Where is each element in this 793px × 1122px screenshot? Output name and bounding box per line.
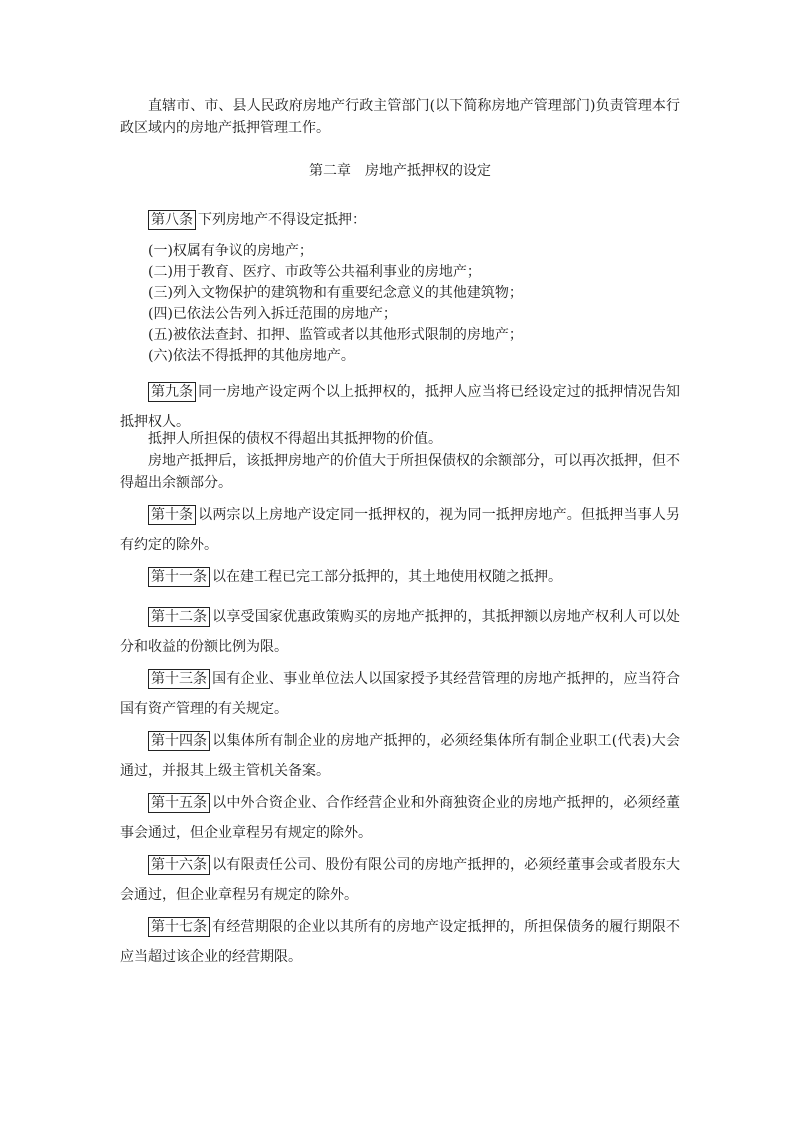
article-14 <box>120 726 680 786</box>
article-8-items <box>148 241 688 367</box>
article-13-text: 国有企业、事业单位法人以国家授予其经营管理的房地产抵押的，应当符合国有资产管理的有关规定。 <box>120 671 680 717</box>
article-10 <box>120 500 680 560</box>
article-8 <box>120 209 680 231</box>
list-item: (三)列入文物保护的建筑物和有重要纪念意义的其他建筑物； <box>148 285 523 301</box>
list-item: (四)已依法公告列入拆迁范围的房地产； <box>148 306 397 322</box>
article-11-text: 以在建工程已完工部分抵押的，其土地使用权随之抵押。 <box>212 569 562 585</box>
article-10-label: 第十条 <box>148 505 196 525</box>
article-12-label: 第十二条 <box>148 607 210 627</box>
article-13 <box>120 664 680 724</box>
article-14-label: 第十四条 <box>148 731 210 751</box>
list-item: (二)用于教育、医疗、市政等公共福利事业的房地产； <box>148 264 481 280</box>
list-item: (六)依法不得抵押的其他房地产。 <box>148 348 355 364</box>
article-16-label: 第十六条 <box>148 855 210 875</box>
list-item: (一)权属有争议的房地产； <box>148 243 313 259</box>
article-15-label: 第十五条 <box>148 793 210 813</box>
intro-paragraph: 直辖市、市、县人民政府房地产行政主管部门(以下简称房地产管理部门)负责管理本行政区域内的房地产抵押管理工作。 <box>120 98 680 136</box>
article-17-label: 第十七条 <box>148 917 210 937</box>
article-9-text: 同一房地产设定两个以上抵押权的，抵押人应当将已经设定过的抵押情况告知抵押权人。 <box>120 384 680 430</box>
article-9-paragraph-3: 房地产抵押后，该抵押房地产的价值大于所担保债权的余额部分，可以再次抵押，但不得超出余额部分。 <box>120 453 680 491</box>
article-14-text: 以集体所有制企业的房地产抵押的，必须经集体所有制企业职工(代表)大会通过，并报其上级主管机关备案。 <box>120 733 680 779</box>
article-12 <box>120 602 680 662</box>
article-13-label: 第十三条 <box>148 669 210 689</box>
article-16-text: 以有限责任公司、股份有限公司的房地产抵押的，必须经董事会或者股东大会通过，但企业章程另有规定的除外。 <box>120 857 680 903</box>
article-9-label: 第九条 <box>148 382 196 402</box>
article-16 <box>120 850 680 910</box>
article-11-label: 第十一条 <box>148 567 210 587</box>
article-11 <box>120 562 680 592</box>
chapter-title: 第二章 房地产抵押权的设定 <box>309 163 491 179</box>
article-12-text: 以享受国家优惠政策购买的房地产抵押的，其抵押额以房地产权利人可以处分和收益的份额比例为限。 <box>120 609 680 655</box>
article-10-text: 以两宗以上房地产设定同一抵押权的，视为同一抵押房地产。但抵押当事人另有约定的除外。 <box>120 507 680 553</box>
article-9-paragraph-2: 抵押人所担保的债权不得超出其抵押物的价值。 <box>148 431 442 447</box>
article-17 <box>120 912 680 972</box>
list-item: (五)被依法查封、扣押、监管或者以其他形式限制的房地产； <box>148 327 523 343</box>
article-17-text: 有经营期限的企业以其所有的房地产设定抵押的，所担保债务的履行期限不应当超过该企业的经营期限。 <box>120 919 680 965</box>
article-15 <box>120 788 680 848</box>
article-8-label: 第八条 <box>148 210 196 230</box>
article-15-text: 以中外合资企业、合作经营企业和外商独资企业的房地产抵押的，必须经董事会通过，但企业章程另有规定的除外。 <box>120 795 680 841</box>
article-8-text: 下列房地产不得设定抵押： <box>198 212 366 228</box>
